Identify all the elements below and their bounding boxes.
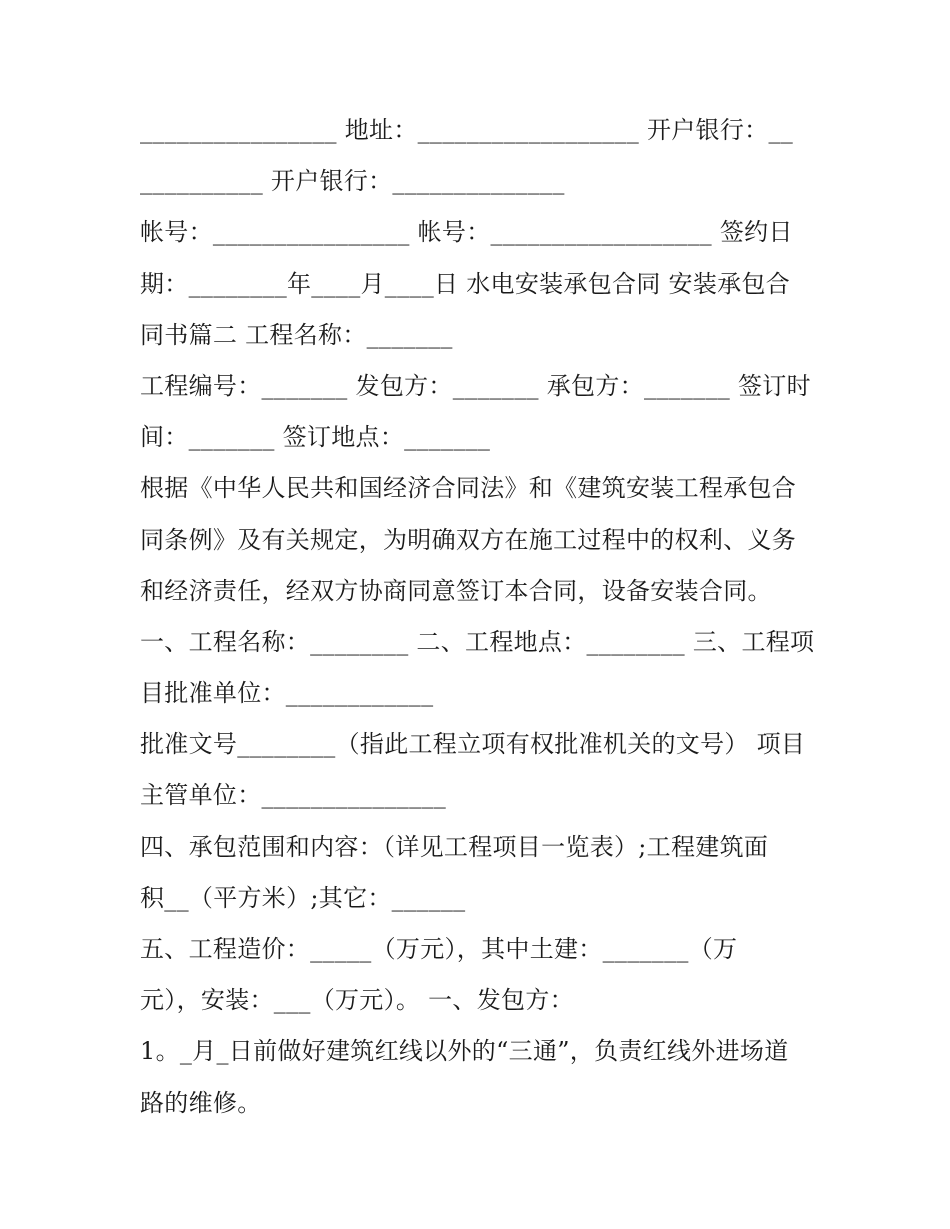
text-line: 工程编号：_______ 发包方：_______ 承包方：_______ 签订时 bbox=[140, 371, 811, 400]
text-line: 期：________年____月____日 水电安装承包合同 安装承包合 bbox=[140, 269, 791, 298]
text-line: 路的维修。 bbox=[140, 1088, 262, 1117]
text-line: 根据《中华人民共和国经济合同法》和《建筑安装工程承包合 bbox=[140, 474, 797, 503]
text-line: 积__（平方米）;其它：______ bbox=[140, 883, 466, 912]
text-line: 同条例》及有关规定，为明确双方在施工过程中的权利、义务 bbox=[140, 525, 797, 554]
text-line: 一、工程名称：________ 二、工程地点：________ 三、工程项 bbox=[140, 627, 815, 656]
text-line: __________ 开户银行：______________ bbox=[140, 167, 565, 196]
document-body bbox=[140, 105, 820, 1129]
text-line: 五、工程造价：_____（万元），其中土建：_______（万 bbox=[140, 935, 738, 963]
text-line: 同书篇二 工程名称：_______ bbox=[140, 320, 453, 349]
text-line: 批准文号________（指此工程立项有权批准机关的文号） 项目 bbox=[140, 730, 806, 759]
text-line: 目批准单位：____________ bbox=[140, 679, 434, 708]
text-line: 元），安装：___（万元）。 一、发包方： bbox=[140, 986, 574, 1015]
text-line: 帐号：________________ 帐号：__________________ 签约日 bbox=[140, 218, 793, 247]
text-line: 间：_______ 签订地点：_______ bbox=[140, 423, 491, 452]
text-line: 主管单位：_______________ bbox=[140, 781, 446, 810]
text-line: 四、承包范围和内容：（详见工程项目一览表）;工程建筑面 bbox=[140, 832, 769, 861]
text-line: ________________ 地址：__________________ 开户银行：__ bbox=[140, 116, 794, 144]
text-line: 和经济责任，经双方协商同意签订本合同，设备安装合同。 bbox=[140, 576, 772, 605]
text-line: 1。_月_日前做好建筑红线以外的“三通”，负责红线外进场道 bbox=[140, 1037, 789, 1066]
